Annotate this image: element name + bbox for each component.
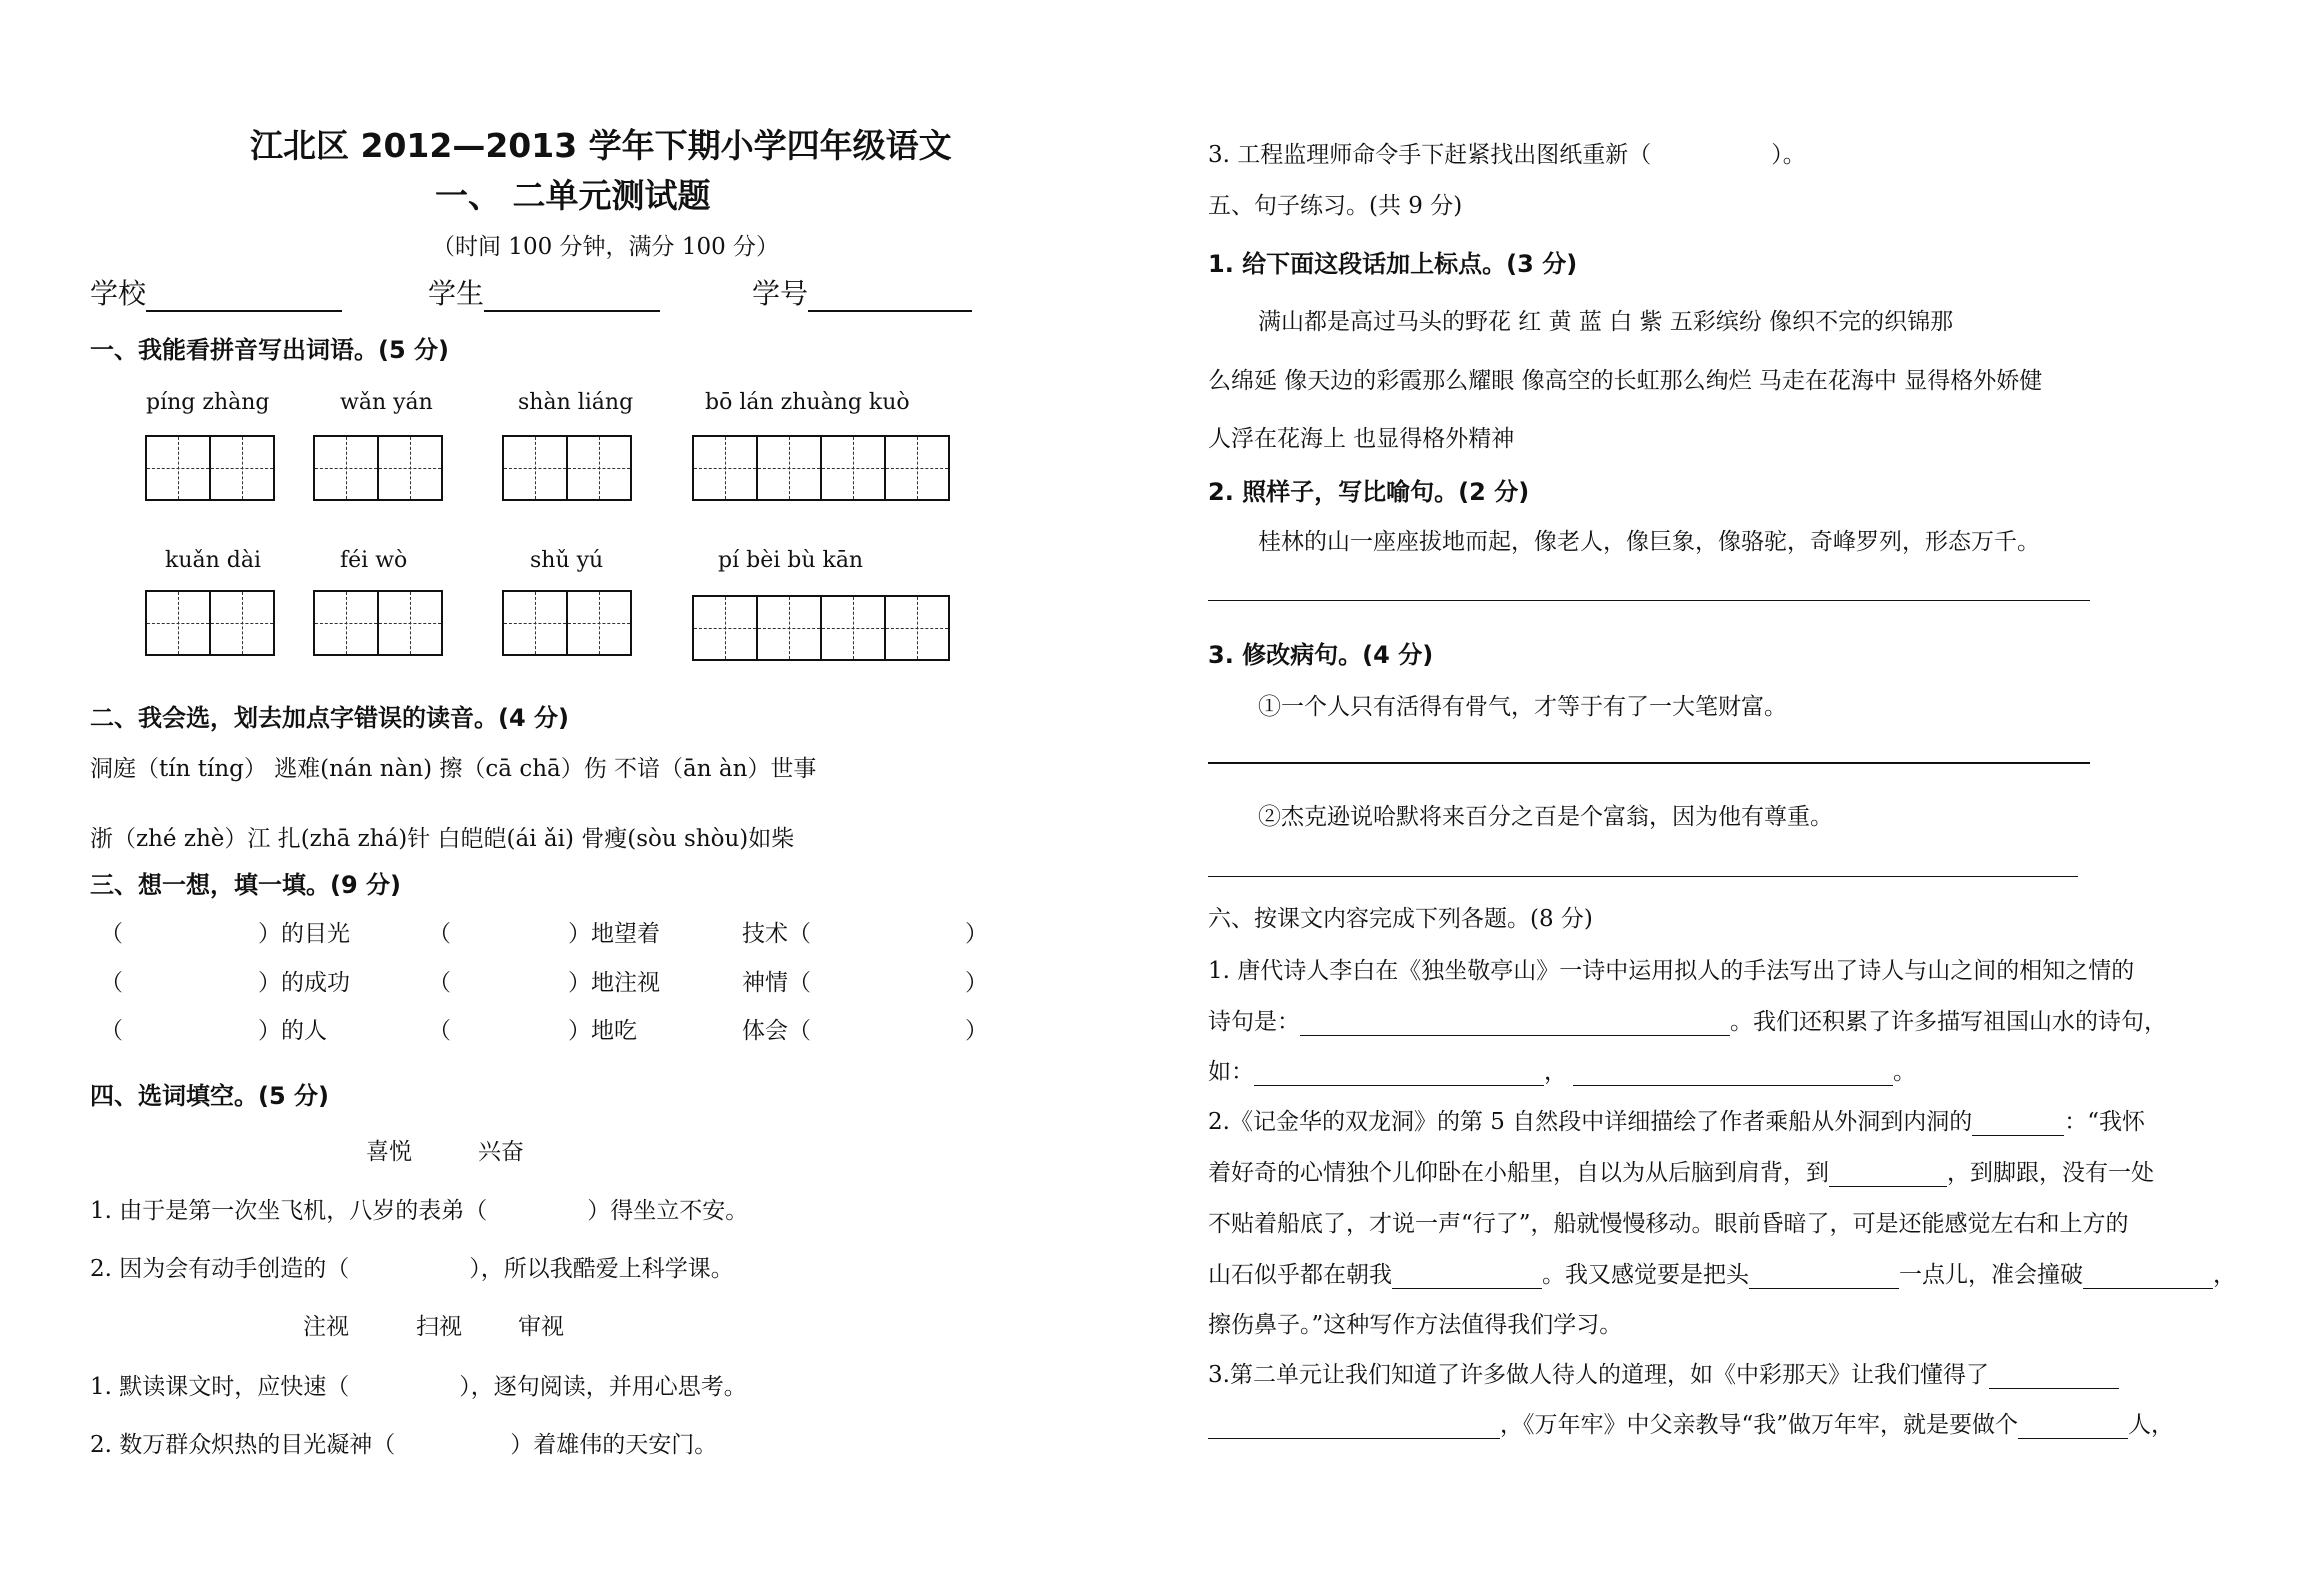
writing-grid-1[interactable] (145, 435, 273, 501)
example-sentence: 桂林的山一座座拔地而起，像老人，像巨象，像骆驼，奇峰罗列，形态万千。 (1258, 529, 2040, 555)
answer-line[interactable] (1208, 600, 2090, 601)
pinyin-5: kuǎn dài (165, 548, 262, 573)
fill-paren-close: ） (965, 970, 988, 996)
sentence-part: 一点儿，准会撞破 (1899, 1262, 2083, 1288)
section-2-line-1[interactable]: 洞庭（tín tíng） 逃难(nán nàn) 擦（cā chā）伤 不谙（ān àn）世事 (90, 756, 817, 782)
school-label: 学校 (90, 277, 147, 310)
section-2-line-2[interactable]: 浙（zhé zhè）江 扎(zhā zhá)针 白皑皑(ái ǎi) 骨瘦(sòu shòu)如柴 (90, 826, 795, 852)
s6-line[interactable] (1208, 1356, 2119, 1389)
writing-grid-4[interactable] (692, 435, 948, 501)
section-3-heading: 三、想一想，填一填。(9 分) (90, 871, 401, 899)
passage-line-3: 人浮在花海上 也显得格外精神 (1208, 426, 1515, 452)
sentence-part: ， (1544, 1059, 1567, 1085)
section-2-heading: 二、我会选，划去加点字错误的读音。(4 分) (90, 704, 569, 732)
s6-line[interactable] (1208, 1154, 2154, 1187)
fill-sentence[interactable] (90, 1250, 734, 1283)
fill-paren-close: ） (965, 921, 988, 947)
fill-item[interactable]: 神情（ (742, 970, 811, 996)
sentence-part: ），所以我酷爱上科学课。 (469, 1256, 734, 1282)
sentence-part: ）得坐立不安。 (587, 1198, 749, 1224)
sentence-part: 诗句是： (1208, 1009, 1300, 1035)
answer-line[interactable] (1208, 762, 2090, 764)
fill-item[interactable]: ）地注视 (568, 970, 660, 996)
school-field[interactable] (90, 272, 342, 312)
s6-line: 1. 唐代诗人李白在《独坐敬亭山》一诗中运用拟人的手法写出了诗人与山之间的相知之情的 (1208, 958, 2135, 984)
sentence-part: ），逐句阅读，并用心思考。 (459, 1374, 747, 1400)
sentence-part: ， (2213, 1262, 2236, 1288)
pinyin-6: féi wò (340, 548, 408, 573)
sentence-part: ）。 (1771, 142, 1806, 168)
fill-paren-close: ） (965, 1018, 988, 1044)
passage-line-2: 么绵延 像天边的彩霞那么耀眼 像高空的长虹那么绚烂 马走在花海中 显得格外娇健 (1208, 368, 2043, 394)
fill-paren-open: （ (100, 921, 123, 947)
sentence-part: 。 (1893, 1059, 1916, 1085)
section-6-heading: 六、按课文内容完成下列各题。(8 分) (1208, 906, 1593, 932)
section-5-q2: 2. 照样子，写比喻句。(2 分) (1208, 478, 1530, 506)
number-field[interactable] (752, 272, 972, 312)
s6-line[interactable] (1208, 1256, 2236, 1289)
fill-sentence[interactable] (90, 1192, 748, 1225)
pinyin-8: pí bèi bù kān (718, 548, 864, 573)
student-label: 学生 (428, 277, 485, 310)
pinyin-4: bō lán zhuàng kuò (705, 390, 910, 415)
time-note: （时间 100 分钟，满分 100 分） (432, 234, 780, 260)
student-field[interactable] (428, 272, 660, 312)
fill-item[interactable]: ）地望着 (568, 921, 660, 947)
s6-line: 擦伤鼻子。”这种写作方法值得我们学习。 (1208, 1312, 1623, 1338)
number-label: 学号 (752, 277, 809, 310)
pinyin-3: shàn liáng (518, 390, 634, 415)
fill-sentence[interactable] (1208, 136, 1806, 169)
passage-line-1: 满山都是高过马头的野花 红 黄 蓝 白 紫 五彩缤纷 像织不完的织锦那 (1258, 309, 1954, 335)
writing-grid-5[interactable] (145, 590, 273, 656)
fill-paren-open: （ (428, 970, 451, 996)
sentence-part: ：“我怀 (2064, 1109, 2145, 1135)
fill-item[interactable]: ）的成功 (258, 970, 350, 996)
fill-item[interactable]: ）的人 (258, 1018, 327, 1044)
section-5-q3: 3. 修改病句。(4 分) (1208, 641, 1434, 669)
sentence-part: 1. 默读课文时，应快速（ (90, 1374, 350, 1400)
s6-line[interactable] (1208, 1406, 2174, 1439)
fill-sentence[interactable] (90, 1368, 747, 1401)
sentence-part: 山石似乎都在朝我 (1208, 1262, 1392, 1288)
writing-grid-2[interactable] (313, 435, 441, 501)
section-5-q1: 1. 给下面这段话加上标点。(3 分) (1208, 250, 1578, 278)
sentence-part: 3.第二单元让我们知道了许多做人待人的道理，如《中彩那天》让我们懂得了 (1208, 1362, 1989, 1388)
word-choice: 扫视 (416, 1314, 462, 1340)
s6-line[interactable] (1208, 1003, 2167, 1036)
sentence-part: 。我又感觉要是把头 (1542, 1262, 1749, 1288)
section-5-heading: 五、句子练习。(共 9 分) (1208, 193, 1463, 219)
sentence-part: ）着雄伟的天安门。 (510, 1432, 718, 1458)
fill-item[interactable]: 体会（ (742, 1018, 811, 1044)
sentence-part: 。我们还积累了许多描写祖国山水的诗句， (1730, 1009, 2167, 1035)
fill-paren-open: （ (100, 1018, 123, 1044)
fill-paren-open: （ (428, 1018, 451, 1044)
fill-item[interactable]: ）地吃 (568, 1018, 637, 1044)
faulty-sentence-2: ②杰克逊说哈默将来百分之百是个富翁，因为他有尊重。 (1258, 804, 1833, 830)
faulty-sentence-1: ①一个人只有活得有骨气，才等于有了一大笔财富。 (1258, 694, 1787, 720)
sentence-part: 1. 由于是第一次坐飞机，八岁的表弟（ (90, 1198, 488, 1224)
s6-line: 不贴着船底了，才说一声“行了”，船就慢慢移动。眼前昏暗了，可是还能感觉左右和上方的 (1208, 1211, 2129, 1237)
pinyin-7: shǔ yú (530, 548, 604, 573)
word-choice: 喜悦 (366, 1139, 412, 1165)
fill-item[interactable]: 技术（ (742, 921, 811, 947)
page-subtitle: 一、 二单元测试题 (435, 176, 711, 215)
pinyin-2: wǎn yán (340, 390, 433, 415)
sentence-part: 2.《记金华的双龙洞》的第 5 自然段中详细描绘了作者乘船从外洞到内洞的 (1208, 1109, 1973, 1135)
fill-paren-open: （ (100, 970, 123, 996)
sentence-part: ，到脚跟，没有一处 (1947, 1160, 2154, 1186)
sentence-part: 如： (1208, 1059, 1254, 1085)
fill-paren-open: （ (428, 921, 451, 947)
section-1-heading: 一、我能看拼音写出词语。(5 分) (90, 336, 449, 364)
sentence-part: 人， (2128, 1412, 2175, 1438)
sentence-part: ，《万年牢》中父亲教导“我”做万年牢，就是要做个 (1500, 1412, 2019, 1438)
sentence-part: 2. 数万群众炽热的目光凝神（ (90, 1432, 396, 1458)
writing-grid-7[interactable] (502, 590, 630, 656)
sentence-part: 2. 因为会有动手创造的（ (90, 1256, 350, 1282)
fill-item[interactable]: ）的目光 (258, 921, 350, 947)
writing-grid-6[interactable] (313, 590, 441, 656)
fill-sentence[interactable] (90, 1426, 717, 1459)
writing-grid-3[interactable] (502, 435, 630, 501)
page-title: 江北区 2012—2013 学年下期小学四年级语文 (250, 126, 952, 165)
answer-line[interactable] (1208, 876, 2078, 877)
writing-grid-8[interactable] (692, 595, 948, 661)
sentence-part: 着好奇的心情独个儿仰卧在小船里，自以为从后脑到肩背，到 (1208, 1160, 1829, 1186)
s6-line[interactable] (1208, 1053, 1916, 1086)
sentence-part: 3. 工程监理师命令手下赶紧找出图纸重新（ (1208, 142, 1652, 168)
word-choice: 审视 (518, 1314, 564, 1340)
pinyin-1: píng zhàng (146, 390, 270, 415)
section-4-heading: 四、选词填空。(5 分) (90, 1082, 329, 1110)
s6-line[interactable] (1208, 1103, 2145, 1136)
word-choice: 兴奋 (478, 1139, 524, 1165)
word-choice: 注视 (303, 1314, 349, 1340)
